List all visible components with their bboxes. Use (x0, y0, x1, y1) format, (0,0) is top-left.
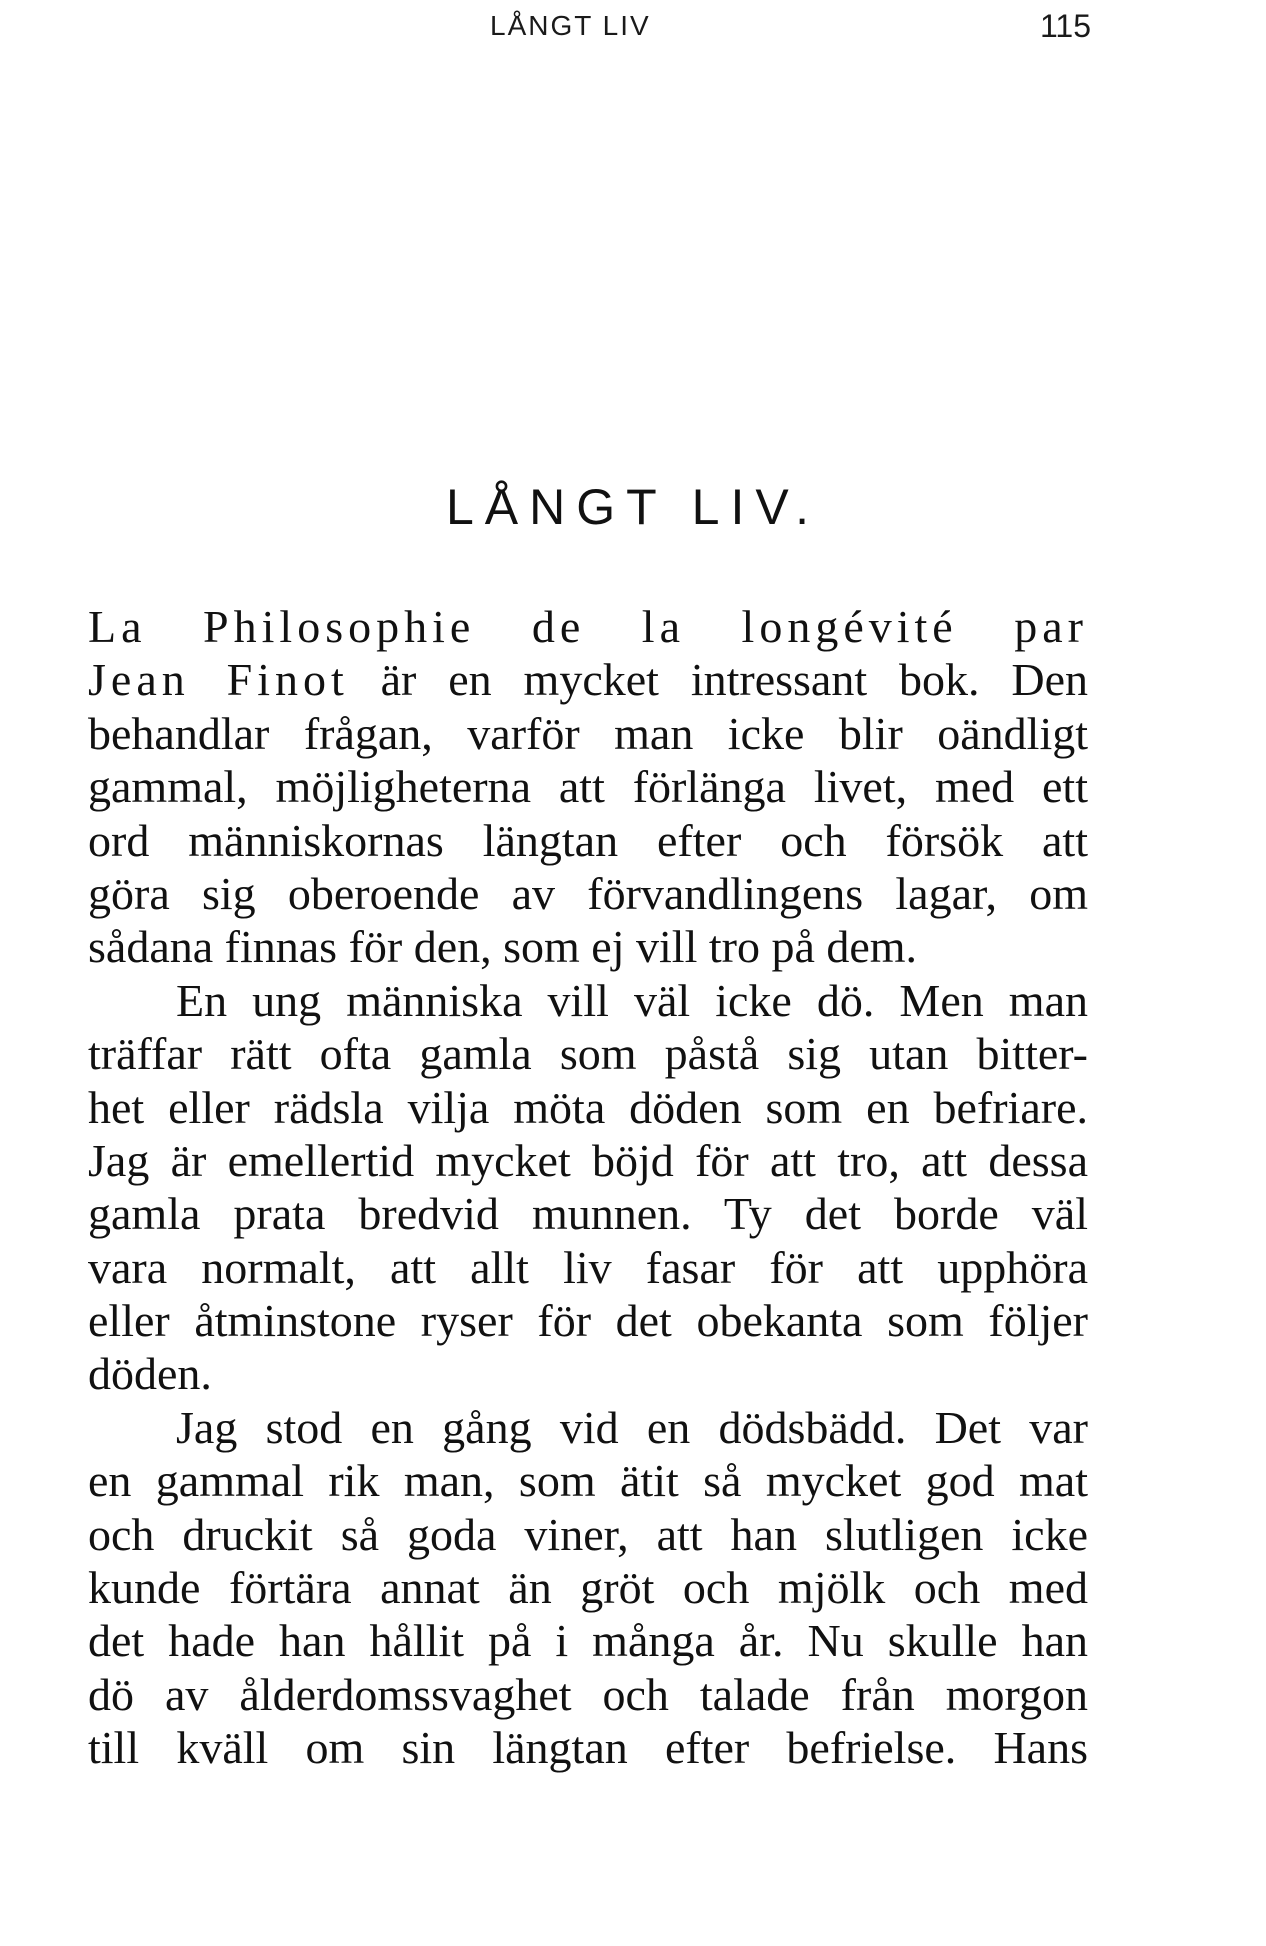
text-line (88, 1401, 1088, 1454)
text-line (88, 1294, 1088, 1347)
text-line (88, 1081, 1088, 1134)
text-line (88, 1241, 1088, 1294)
text-line (88, 707, 1088, 760)
line-text: gamla prata bredvid munnen. Ty det borde väl (88, 1188, 1088, 1240)
spaced-text: Jean Finot (88, 654, 349, 706)
line-text: Jag är emellertid mycket böjd för att tro, att dessa (88, 1134, 1088, 1186)
chapter-title: LÅNGT LIV. (445, 479, 821, 535)
line-text: göra sig oberoende av förvandlingens lagar, om (88, 867, 1088, 919)
text-line (88, 1027, 1088, 1080)
line-text: till kväll om sin längtan efter befrielse. Hans (88, 1722, 1088, 1774)
line-text: eller åtminstone ryser för det obekanta som följer (88, 1295, 1088, 1347)
text-line (88, 1134, 1088, 1187)
text-line (88, 600, 1088, 653)
line-text: dö av ålderdomssvaghet och talade från morgon (88, 1668, 1088, 1720)
text-line (88, 974, 1088, 1027)
body-text (88, 600, 1088, 1775)
text-line (88, 814, 1088, 867)
text-line (88, 867, 1088, 920)
running-head (0, 8, 1266, 48)
line-text: en gammal rik man, som ätit så mycket god mat (88, 1455, 1088, 1507)
line-text: döden. (88, 1348, 212, 1400)
text-line (88, 1454, 1088, 1507)
text-line (88, 1508, 1088, 1561)
spaced-text: La Philosophie de la longévité par (88, 601, 1088, 652)
line-text: gammal, möjligheterna att förlänga livet, med ett (88, 761, 1088, 813)
text-line (88, 1668, 1088, 1721)
text-line (88, 1561, 1088, 1614)
line-text: sådana finnas för den, som ej vill tro på dem. (88, 921, 918, 973)
line-text: behandlar frågan, varför man icke blir oändligt (88, 707, 1088, 759)
line-text: och druckit så goda viner, att han slutligen icke (88, 1508, 1088, 1560)
text-line (88, 920, 1088, 973)
line-text: vara normalt, att allt liv fasar för att upphöra (88, 1241, 1088, 1293)
text-line (88, 1347, 1088, 1400)
line-text: En ung människa vill väl icke dö. Men man (176, 974, 1088, 1026)
running-head-title: LÅNGT LIV (490, 10, 651, 41)
line-text: kunde förtära annat än gröt och mjölk och med (88, 1562, 1088, 1614)
text-line (88, 653, 1088, 706)
line-text: ord människornas längtan efter och försök att (88, 814, 1088, 866)
line-text: träffar rätt ofta gamla som påstå sig utan bitter- (88, 1028, 1088, 1080)
line-text: det hade han hållit på i många år. Nu skulle han (88, 1615, 1088, 1667)
text-line (88, 1721, 1088, 1774)
text-line (88, 1187, 1088, 1240)
text-line (88, 760, 1088, 813)
line-text: är en mycket intressant bok. Den (348, 654, 1088, 706)
text-line (88, 1614, 1088, 1667)
line-text: Jag stod en gång vid en dödsbädd. Det var (176, 1401, 1088, 1453)
line-text: het eller rädsla vilja möta döden som en befriare. (88, 1081, 1088, 1133)
page-number: 115 (1040, 8, 1092, 44)
